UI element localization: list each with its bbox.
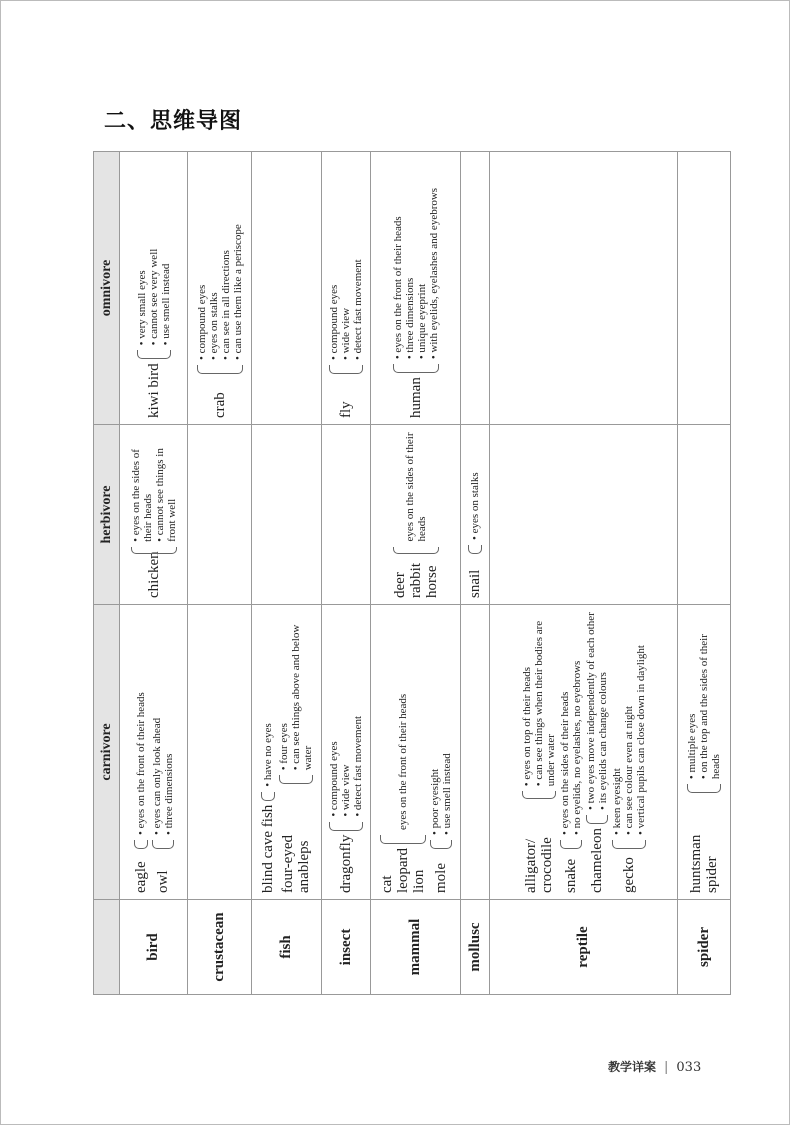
animal-entry — [559, 611, 583, 893]
fact-list — [397, 694, 409, 830]
animal-label: gecko — [620, 857, 637, 893]
fact-item: • compound eyes — [328, 716, 340, 817]
animal-label: eagle — [132, 861, 149, 893]
animal-label: snake — [562, 858, 579, 893]
animal-name — [523, 803, 555, 893]
fact-item: • eyes on the front of their heads — [392, 188, 404, 359]
brace-icon — [152, 840, 174, 849]
brace-icon — [612, 840, 646, 849]
table-row-mammal — [371, 152, 461, 995]
fact-item: • cannot see things in front well — [154, 431, 178, 542]
animal-entry — [130, 431, 178, 598]
animal-name — [379, 848, 427, 893]
animal-label: mole — [432, 863, 449, 893]
brace-icon — [586, 815, 608, 824]
fact-list — [521, 611, 557, 786]
fact-list — [585, 612, 609, 810]
page-number: 033 — [676, 1060, 702, 1075]
fact-item: • poor eyesight — [429, 753, 441, 835]
fact-item: • three dimensions — [404, 188, 416, 359]
fact-item: • keen eyesight — [611, 645, 623, 835]
fact-item: • can see things when their bodies are under water — [533, 611, 557, 786]
animal-name — [145, 551, 162, 598]
cell-crustacean-carnivore — [188, 605, 252, 900]
fact-item: • can see things above and below water — [290, 611, 314, 770]
fact-item: • eyes on the sides of their heads — [130, 431, 154, 542]
animal-name — [467, 558, 483, 598]
animal-entry — [133, 611, 149, 893]
brace-icon — [197, 365, 243, 374]
cell-crustacean-herbivore — [188, 425, 252, 605]
animal-entry — [278, 611, 314, 893]
fact-list — [278, 611, 314, 770]
animal-label: four-eyed anableps — [279, 834, 312, 893]
animal-label: lion — [410, 869, 427, 893]
cell-fish-omnivore — [252, 152, 322, 425]
fact-item: eyes on the sides of their heads — [403, 432, 428, 542]
animal-entry — [429, 611, 453, 893]
animal-name — [280, 788, 312, 893]
cell-bird-herbivore — [120, 425, 188, 605]
animal-label: dragonfly — [338, 834, 354, 893]
fact-item: • eyes can only look ahead — [151, 718, 163, 835]
fact-list — [135, 692, 147, 835]
cell-reptile-carnivore — [490, 605, 678, 900]
animal-entry — [328, 611, 364, 893]
cell-mollusc-carnivore — [461, 605, 490, 900]
fact-list — [559, 661, 583, 835]
cell-bird-carnivore — [120, 605, 188, 900]
fact-item: • can use them like a periscope — [232, 224, 244, 360]
animal-entry — [686, 611, 722, 893]
animal-label: blind cave fish — [259, 804, 276, 893]
fact-item: • detect fast movement — [352, 259, 364, 360]
fact-item: • can see colour even at night — [623, 645, 635, 835]
fact-item: • four eyes — [278, 611, 290, 770]
fact-list — [130, 431, 178, 542]
animal-name — [146, 363, 162, 418]
animal-label: kiwi bird — [145, 363, 162, 418]
animal-name — [338, 835, 354, 893]
animal-label: chameleon — [588, 828, 605, 893]
header-herbivore: herbivore — [94, 425, 120, 605]
fact-item: • wide view — [340, 716, 352, 817]
brace-icon — [131, 547, 177, 554]
fact-list — [328, 259, 364, 360]
mind-map-table-container — [93, 152, 728, 995]
animal-name — [260, 805, 276, 893]
animal-name — [338, 378, 354, 418]
page-footer — [608, 1058, 701, 1075]
animal-name — [392, 558, 440, 598]
brace-icon — [279, 775, 313, 783]
brace-icon — [560, 840, 582, 849]
animal-label: owl — [154, 870, 171, 893]
category-label: bird — [120, 900, 188, 995]
fact-item: • its eyelids can change colours — [597, 612, 609, 810]
animal-label: snail — [467, 569, 483, 598]
table-row-crustacean — [188, 152, 252, 995]
animal-entry — [196, 158, 244, 418]
fact-item: • eyes on the sides of their heads — [559, 661, 571, 835]
animal-label: chicken — [145, 551, 162, 598]
cell-mollusc-omnivore — [461, 152, 490, 425]
brace-icon — [393, 364, 439, 373]
cell-mammal-carnivore — [371, 605, 461, 900]
fact-list — [328, 716, 364, 817]
fact-list — [429, 753, 453, 835]
cell-insect-herbivore — [322, 425, 371, 605]
fact-item: • multiple eyes — [686, 611, 698, 779]
animal-entry — [260, 611, 276, 893]
animal-label: crab — [211, 392, 228, 418]
animal-name — [133, 853, 149, 893]
cell-insect-omnivore — [322, 152, 371, 425]
table-row-spider — [678, 152, 731, 995]
cell-insect-carnivore — [322, 605, 371, 900]
brace-icon — [468, 545, 482, 554]
cell-mammal-omnivore — [371, 152, 461, 425]
fact-list — [404, 431, 428, 542]
fact-item: • cannot see very well — [148, 249, 160, 346]
animal-name — [589, 828, 605, 893]
animal-entry — [585, 611, 609, 893]
fact-item: • very small eyes — [136, 249, 148, 346]
fact-list — [469, 472, 481, 540]
fact-item: • can see in all directions — [220, 224, 232, 360]
footer-separator: | — [664, 1060, 669, 1075]
category-label: crustacean — [188, 900, 252, 995]
animal-name — [563, 853, 579, 893]
animal-name — [212, 378, 228, 418]
fact-item: • three dimensions — [163, 718, 175, 835]
header-carnivore: carnivore — [94, 605, 120, 900]
brace-icon — [137, 350, 171, 359]
fact-item: • wide view — [340, 259, 352, 360]
cell-reptile-omnivore — [490, 152, 678, 425]
cell-fish-herbivore — [252, 425, 322, 605]
animal-entry — [467, 431, 483, 598]
animal-entry — [611, 611, 647, 893]
animal-label: human — [407, 377, 424, 418]
animal-entry — [392, 431, 440, 598]
category-label: reptile — [490, 900, 678, 995]
fact-item: • eyes on stalks — [469, 472, 481, 540]
fact-item: • eyes on the front of their heads — [135, 692, 147, 835]
category-label: mollusc — [461, 900, 490, 995]
fact-list — [151, 718, 175, 835]
fact-item: • vertical pupils can close down in daylight — [635, 645, 647, 835]
cell-mammal-herbivore — [371, 425, 461, 605]
animal-label: huntsman spider — [688, 834, 720, 893]
table-row-fish — [252, 152, 322, 995]
fact-item: • on the top and the sides of their heads — [698, 611, 722, 779]
fact-item: • detect fast movement — [352, 716, 364, 817]
table-row-bird — [120, 152, 188, 995]
brace-icon — [134, 840, 148, 849]
table-row-insect — [322, 152, 371, 995]
brace-icon — [329, 822, 363, 831]
animal-name — [688, 797, 720, 893]
table-row-mollusc — [461, 152, 490, 995]
animal-name — [621, 853, 637, 893]
category-label: spider — [678, 900, 731, 995]
header-row — [94, 152, 120, 995]
fact-list — [611, 645, 647, 835]
fact-item: • eyes on stalks — [208, 224, 220, 360]
fact-item: eyes on the front of their heads — [396, 693, 409, 831]
footer-label: 教学详案 — [608, 1060, 657, 1074]
animal-label: alligator/ crocodile — [522, 837, 555, 893]
cell-spider-herbivore — [678, 425, 731, 605]
animal-label: deer — [391, 572, 408, 598]
animal-entry — [379, 611, 427, 893]
animal-label: leopard — [394, 848, 411, 893]
fact-list — [136, 249, 172, 346]
mind-map-table — [93, 151, 731, 995]
animal-label: horse — [423, 565, 440, 598]
fact-item: • use smell instead — [160, 249, 172, 346]
animal-name — [155, 853, 171, 893]
animal-entry — [136, 158, 172, 418]
table-row-reptile — [490, 152, 678, 995]
cell-reptile-herbivore — [490, 425, 678, 605]
animal-label: fly — [338, 401, 354, 418]
header-omnivore: omnivore — [94, 152, 120, 425]
cell-crustacean-omnivore — [188, 152, 252, 425]
cell-mollusc-herbivore — [461, 425, 490, 605]
fact-list — [196, 224, 244, 360]
fact-item: • eyes on top of their heads — [521, 611, 533, 786]
fact-list — [392, 188, 440, 359]
header-corner — [94, 900, 120, 995]
category-label: mammal — [371, 900, 461, 995]
animal-entry — [151, 611, 175, 893]
animal-name — [408, 377, 424, 418]
brace-icon — [261, 792, 275, 801]
brace-icon — [329, 365, 363, 374]
fact-item: • compound eyes — [196, 224, 208, 360]
fact-item: • with eyelids, eyelashes and eyebrows — [428, 188, 440, 359]
fact-item: • two eyes move independently of each other — [585, 612, 597, 810]
animal-entry — [328, 158, 364, 418]
brace-icon — [522, 791, 556, 798]
brace-icon — [687, 784, 721, 793]
cell-spider-omnivore — [678, 152, 731, 425]
animal-label: cat — [378, 875, 395, 893]
section-title: 二、思维导图 — [104, 109, 243, 134]
animal-label: rabbit — [407, 563, 424, 598]
brace-icon — [393, 547, 439, 554]
fact-item: • use smell instead — [441, 753, 453, 835]
animal-name — [433, 853, 449, 893]
category-label: insect — [322, 900, 371, 995]
brace-icon — [430, 840, 452, 849]
fact-list — [262, 723, 274, 786]
animal-entry — [392, 158, 440, 418]
cell-fish-carnivore — [252, 605, 322, 900]
category-label: fish — [252, 900, 322, 995]
brace-icon — [380, 835, 426, 844]
cell-bird-omnivore — [120, 152, 188, 425]
animal-entry — [521, 611, 557, 893]
fact-list — [686, 611, 722, 779]
fact-item: • unique eyeprint — [416, 188, 428, 359]
cell-spider-carnivore — [678, 605, 731, 900]
fact-item: • have no eyes — [262, 723, 274, 786]
fact-item: • compound eyes — [328, 259, 340, 360]
fact-item: • no eyelids, no eyelashes, no eyebrows — [571, 661, 583, 835]
